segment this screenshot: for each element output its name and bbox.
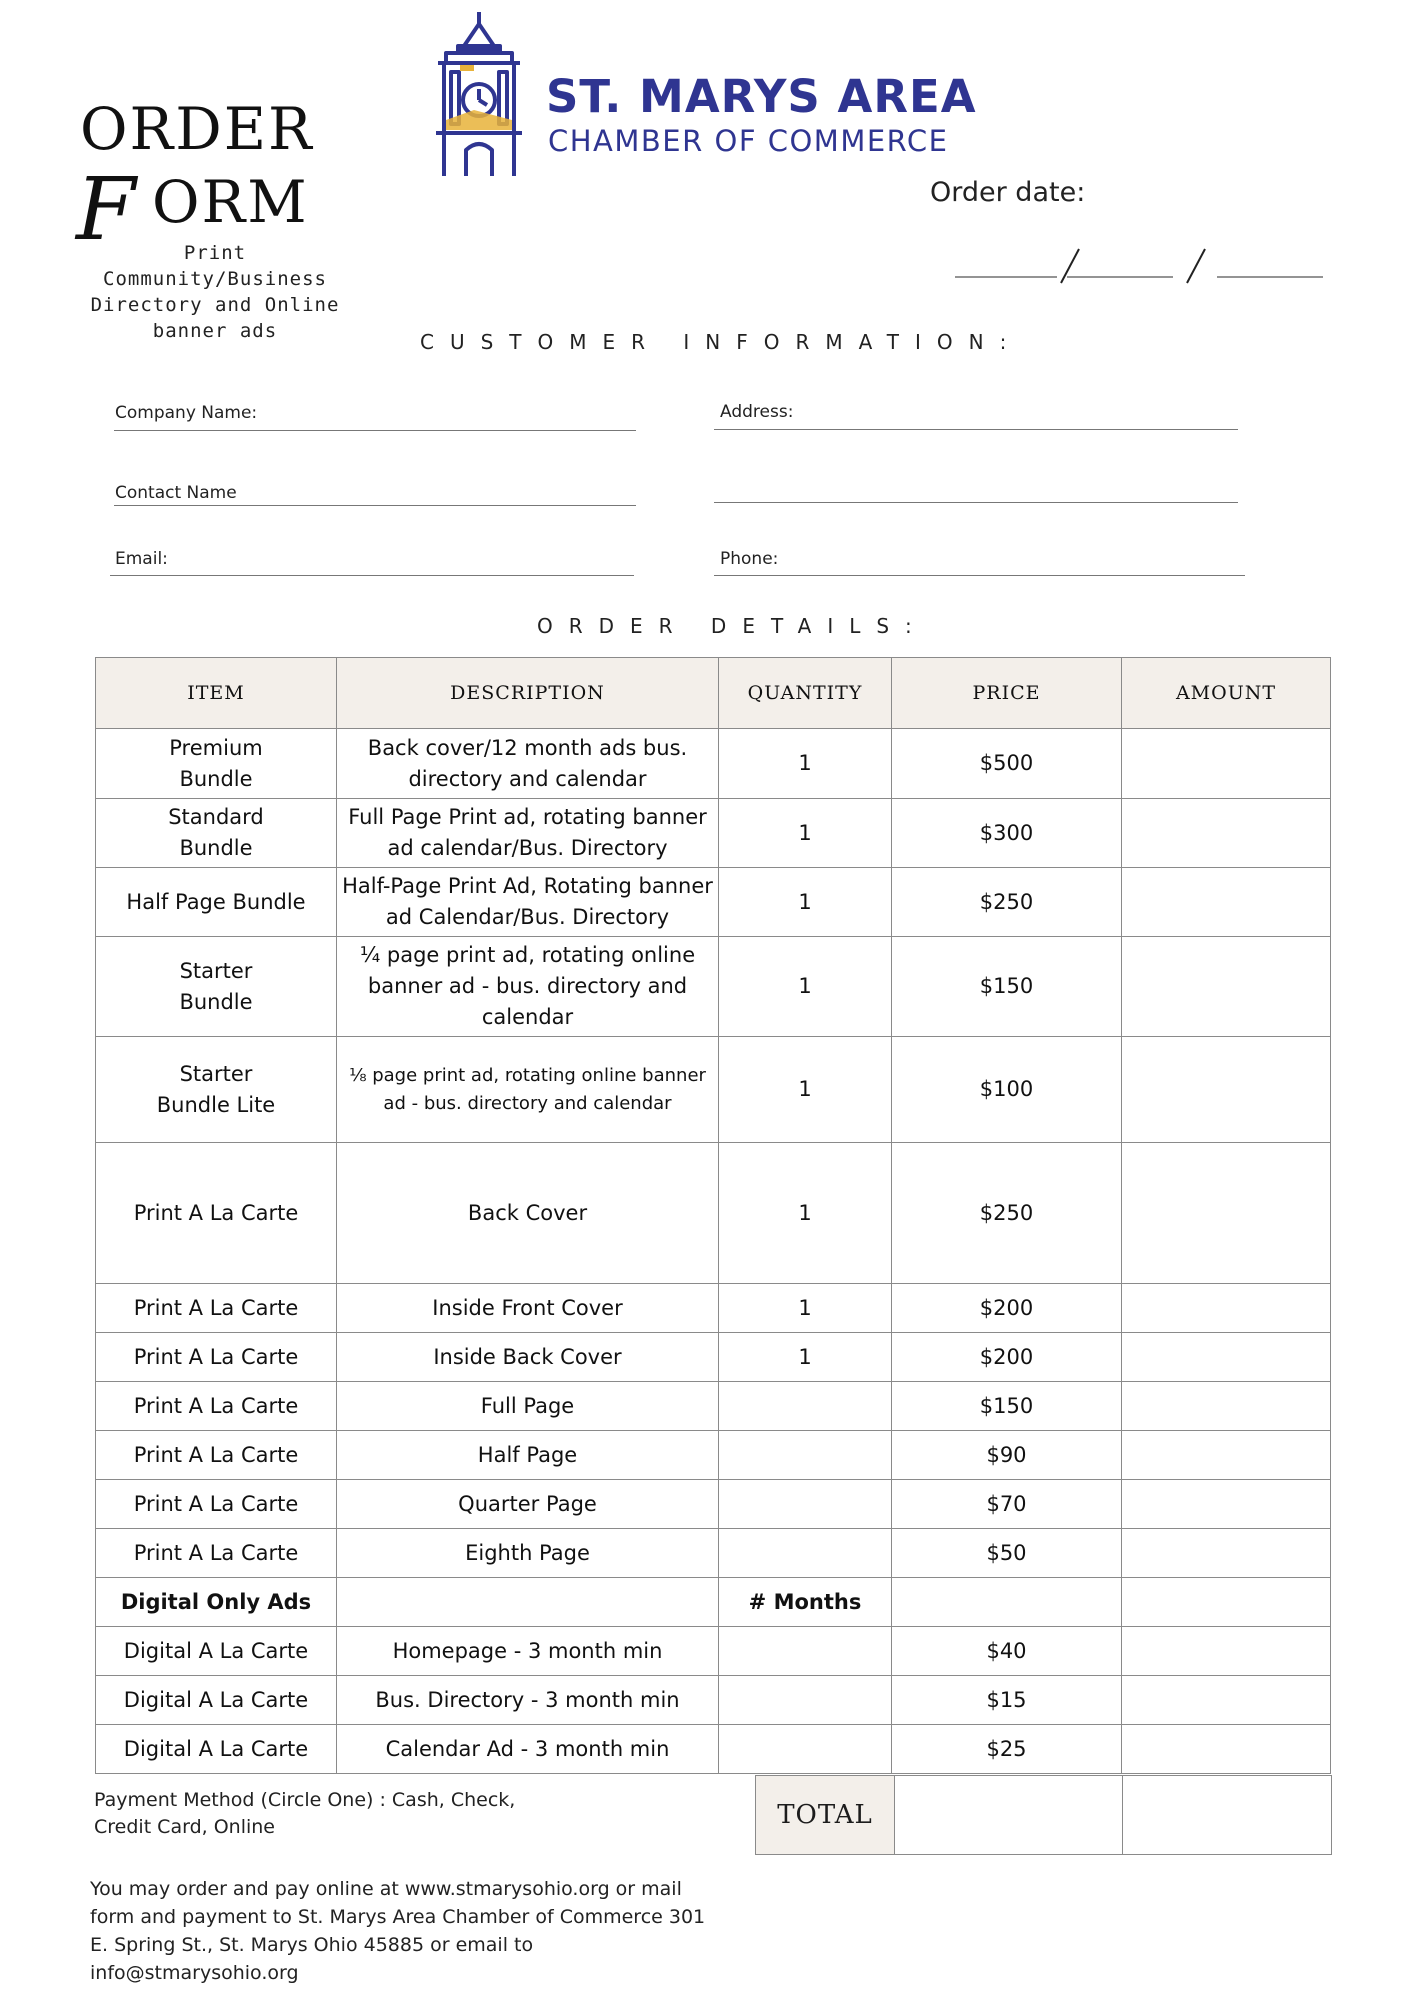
company-name-field[interactable]	[114, 430, 636, 431]
price-cell: $150	[892, 1382, 1122, 1431]
amount-cell[interactable]	[1122, 1382, 1331, 1431]
item-cell: Print A La Carte	[96, 1529, 337, 1578]
description-cell: Inside Back Cover	[337, 1333, 719, 1382]
table-row	[96, 1480, 1331, 1529]
quantity-cell[interactable]: 1	[719, 1284, 892, 1333]
address-field[interactable]	[714, 429, 1238, 430]
item-cell: Standard Bundle	[96, 799, 337, 868]
column-header-description: DESCRIPTION	[337, 658, 719, 729]
price-cell: $500	[892, 729, 1122, 799]
price-cell: $150	[892, 937, 1122, 1037]
table-row	[96, 1725, 1331, 1774]
price-cell: $70	[892, 1480, 1122, 1529]
table-row	[96, 1333, 1331, 1382]
quantity-cell[interactable]: 1	[719, 1143, 892, 1284]
table-row	[96, 1284, 1331, 1333]
total-box	[755, 1775, 1332, 1855]
form-title-initial: F	[76, 160, 136, 260]
quantity-cell[interactable]: 1	[719, 937, 892, 1037]
quantity-cell[interactable]	[719, 1480, 892, 1529]
price-cell: $200	[892, 1284, 1122, 1333]
form-title-rest: ORM	[152, 168, 309, 236]
address-label: Address:	[720, 402, 794, 422]
quantity-cell[interactable]: 1	[719, 729, 892, 799]
clock-tower-icon	[424, 10, 534, 178]
item-cell: Print A La Carte	[96, 1382, 337, 1431]
item-cell: Digital A La Carte	[96, 1676, 337, 1725]
amount-cell[interactable]	[1122, 729, 1331, 799]
description-cell: Half-Page Print Ad, Rotating banner ad Calendar/Bus. Directory	[337, 868, 719, 937]
table-row	[96, 1529, 1331, 1578]
item-cell: Digital A La Carte	[96, 1627, 337, 1676]
order-title-word: ORDER	[80, 95, 314, 163]
table-row	[96, 937, 1331, 1037]
item-cell: Print A La Carte	[96, 1284, 337, 1333]
amount-cell[interactable]	[1122, 1143, 1331, 1284]
description-cell: ⅛ page print ad, rotating online banner ad - bus. directory and calendar	[337, 1037, 719, 1143]
amount-cell[interactable]	[1122, 1676, 1331, 1725]
description-cell: ¼ page print ad, rotating online banner ad - bus. directory and calendar	[337, 937, 719, 1037]
description-cell: Full Page Print ad, rotating banner ad calendar/Bus. Directory	[337, 799, 719, 868]
price-cell: $15	[892, 1676, 1122, 1725]
subtitle-line: Community/Business	[103, 268, 327, 290]
amount-cell[interactable]	[1122, 1480, 1331, 1529]
description-cell: Back Cover	[337, 1143, 719, 1284]
quantity-cell[interactable]: 1	[719, 1333, 892, 1382]
months-header-cell: # Months	[719, 1578, 892, 1627]
column-header-quantity: QUANTITY	[719, 658, 892, 729]
item-cell: Print A La Carte	[96, 1143, 337, 1284]
amount-cell[interactable]	[1122, 799, 1331, 868]
amount-cell[interactable]	[1122, 1037, 1331, 1143]
description-cell: Homepage - 3 month min	[337, 1627, 719, 1676]
description-cell: Eighth Page	[337, 1529, 719, 1578]
table-row	[96, 1143, 1331, 1284]
table-row	[96, 868, 1331, 937]
amount-cell[interactable]	[1122, 1725, 1331, 1774]
subtitle-line: Print	[183, 242, 247, 264]
price-cell: $250	[892, 1143, 1122, 1284]
table-row	[96, 1382, 1331, 1431]
amount-cell[interactable]	[1122, 1529, 1331, 1578]
phone-field[interactable]	[714, 575, 1245, 576]
price-cell: $250	[892, 868, 1122, 937]
price-cell: $200	[892, 1333, 1122, 1382]
item-cell: Digital A La Carte	[96, 1725, 337, 1774]
table-header-row	[96, 658, 1331, 729]
price-cell: $40	[892, 1627, 1122, 1676]
amount-cell[interactable]	[1122, 1431, 1331, 1480]
months-cell[interactable]	[719, 1627, 892, 1676]
table-section-row	[96, 1578, 1331, 1627]
email-field[interactable]	[110, 575, 634, 576]
table-row	[96, 1627, 1331, 1676]
table-row	[96, 799, 1331, 868]
price-cell: $25	[892, 1725, 1122, 1774]
order-details-heading: ORDER DETAILS:	[537, 614, 928, 638]
total-label: TOTAL	[756, 1776, 895, 1854]
phone-label: Phone:	[720, 549, 779, 569]
payment-method-note: Payment Method (Circle One) : Cash, Check, Credit Card, Online	[94, 1789, 516, 1838]
email-label: Email:	[115, 549, 168, 569]
price-cell: $300	[892, 799, 1122, 868]
order-date-field[interactable]	[955, 245, 1335, 290]
item-cell: Print A La Carte	[96, 1333, 337, 1382]
quantity-cell[interactable]	[719, 1431, 892, 1480]
quantity-cell[interactable]: 1	[719, 868, 892, 937]
price-cell: $90	[892, 1431, 1122, 1480]
amount-cell[interactable]	[1122, 1627, 1331, 1676]
item-cell: Starter Bundle	[96, 937, 337, 1037]
total-value-field[interactable]	[895, 1776, 1123, 1854]
table-row	[96, 1431, 1331, 1480]
months-cell[interactable]	[719, 1676, 892, 1725]
description-cell: Inside Front Cover	[337, 1284, 719, 1333]
quantity-cell[interactable]	[719, 1382, 892, 1431]
logo-subtitle: CHAMBER OF COMMERCE	[548, 124, 949, 158]
order-table	[95, 657, 1331, 1774]
description-cell: Half Page	[337, 1431, 719, 1480]
table-row	[96, 1037, 1331, 1143]
amount-cell[interactable]	[1122, 937, 1331, 1037]
item-cell: Half Page Bundle	[96, 868, 337, 937]
logo-name: ST. MARYS AREA	[546, 70, 977, 123]
subtitle-line: banner ads	[152, 320, 278, 342]
amount-cell	[1122, 1578, 1331, 1627]
amount-cell[interactable]	[1122, 868, 1331, 937]
column-header-price: PRICE	[892, 658, 1122, 729]
item-cell: Starter Bundle Lite	[96, 1037, 337, 1143]
amount-cell[interactable]	[1122, 1333, 1331, 1382]
table-row	[96, 729, 1331, 799]
description-cell	[337, 1578, 719, 1627]
description-cell: Quarter Page	[337, 1480, 719, 1529]
item-cell: Premium Bundle	[96, 729, 337, 799]
customer-info-heading: CUSTOMER INFORMATION:	[420, 330, 1023, 354]
contact-name-label: Contact Name	[115, 483, 237, 503]
price-cell: $50	[892, 1529, 1122, 1578]
price-cell: $100	[892, 1037, 1122, 1143]
column-header-item: ITEM	[96, 658, 337, 729]
company-name-label: Company Name:	[115, 403, 258, 423]
column-header-amount: AMOUNT	[1122, 658, 1331, 729]
quantity-cell[interactable]: 1	[719, 799, 892, 868]
total-amount-field[interactable]	[1123, 1776, 1331, 1854]
description-cell: Back cover/12 month ads bus. directory and calendar	[337, 729, 719, 799]
item-cell: Print A La Carte	[96, 1480, 337, 1529]
item-cell: Print A La Carte	[96, 1431, 337, 1480]
quantity-cell[interactable]: 1	[719, 1037, 892, 1143]
order-date-label: Order date:	[930, 177, 1086, 208]
amount-cell[interactable]	[1122, 1284, 1331, 1333]
price-cell	[892, 1578, 1122, 1627]
description-cell: Bus. Directory - 3 month min	[337, 1676, 719, 1725]
address-line-2-field[interactable]	[714, 502, 1238, 503]
form-subtitle	[86, 240, 344, 344]
months-cell[interactable]	[719, 1725, 892, 1774]
subtitle-line: Directory and Online	[90, 294, 340, 316]
description-cell: Calendar Ad - 3 month min	[337, 1725, 719, 1774]
section-label-cell: Digital Only Ads	[96, 1578, 337, 1627]
quantity-cell[interactable]	[719, 1529, 892, 1578]
contact-name-field[interactable]	[114, 505, 636, 506]
footer-instructions: You may order and pay online at www.stmarysohio.org or mail form and payment to St. Marys Area Chamber of Commerce 301 E. Spring St., St. Marys Ohio 45885 or email to info@stmarysohio.org	[90, 1878, 706, 1984]
table-row	[96, 1676, 1331, 1725]
description-cell: Full Page	[337, 1382, 719, 1431]
